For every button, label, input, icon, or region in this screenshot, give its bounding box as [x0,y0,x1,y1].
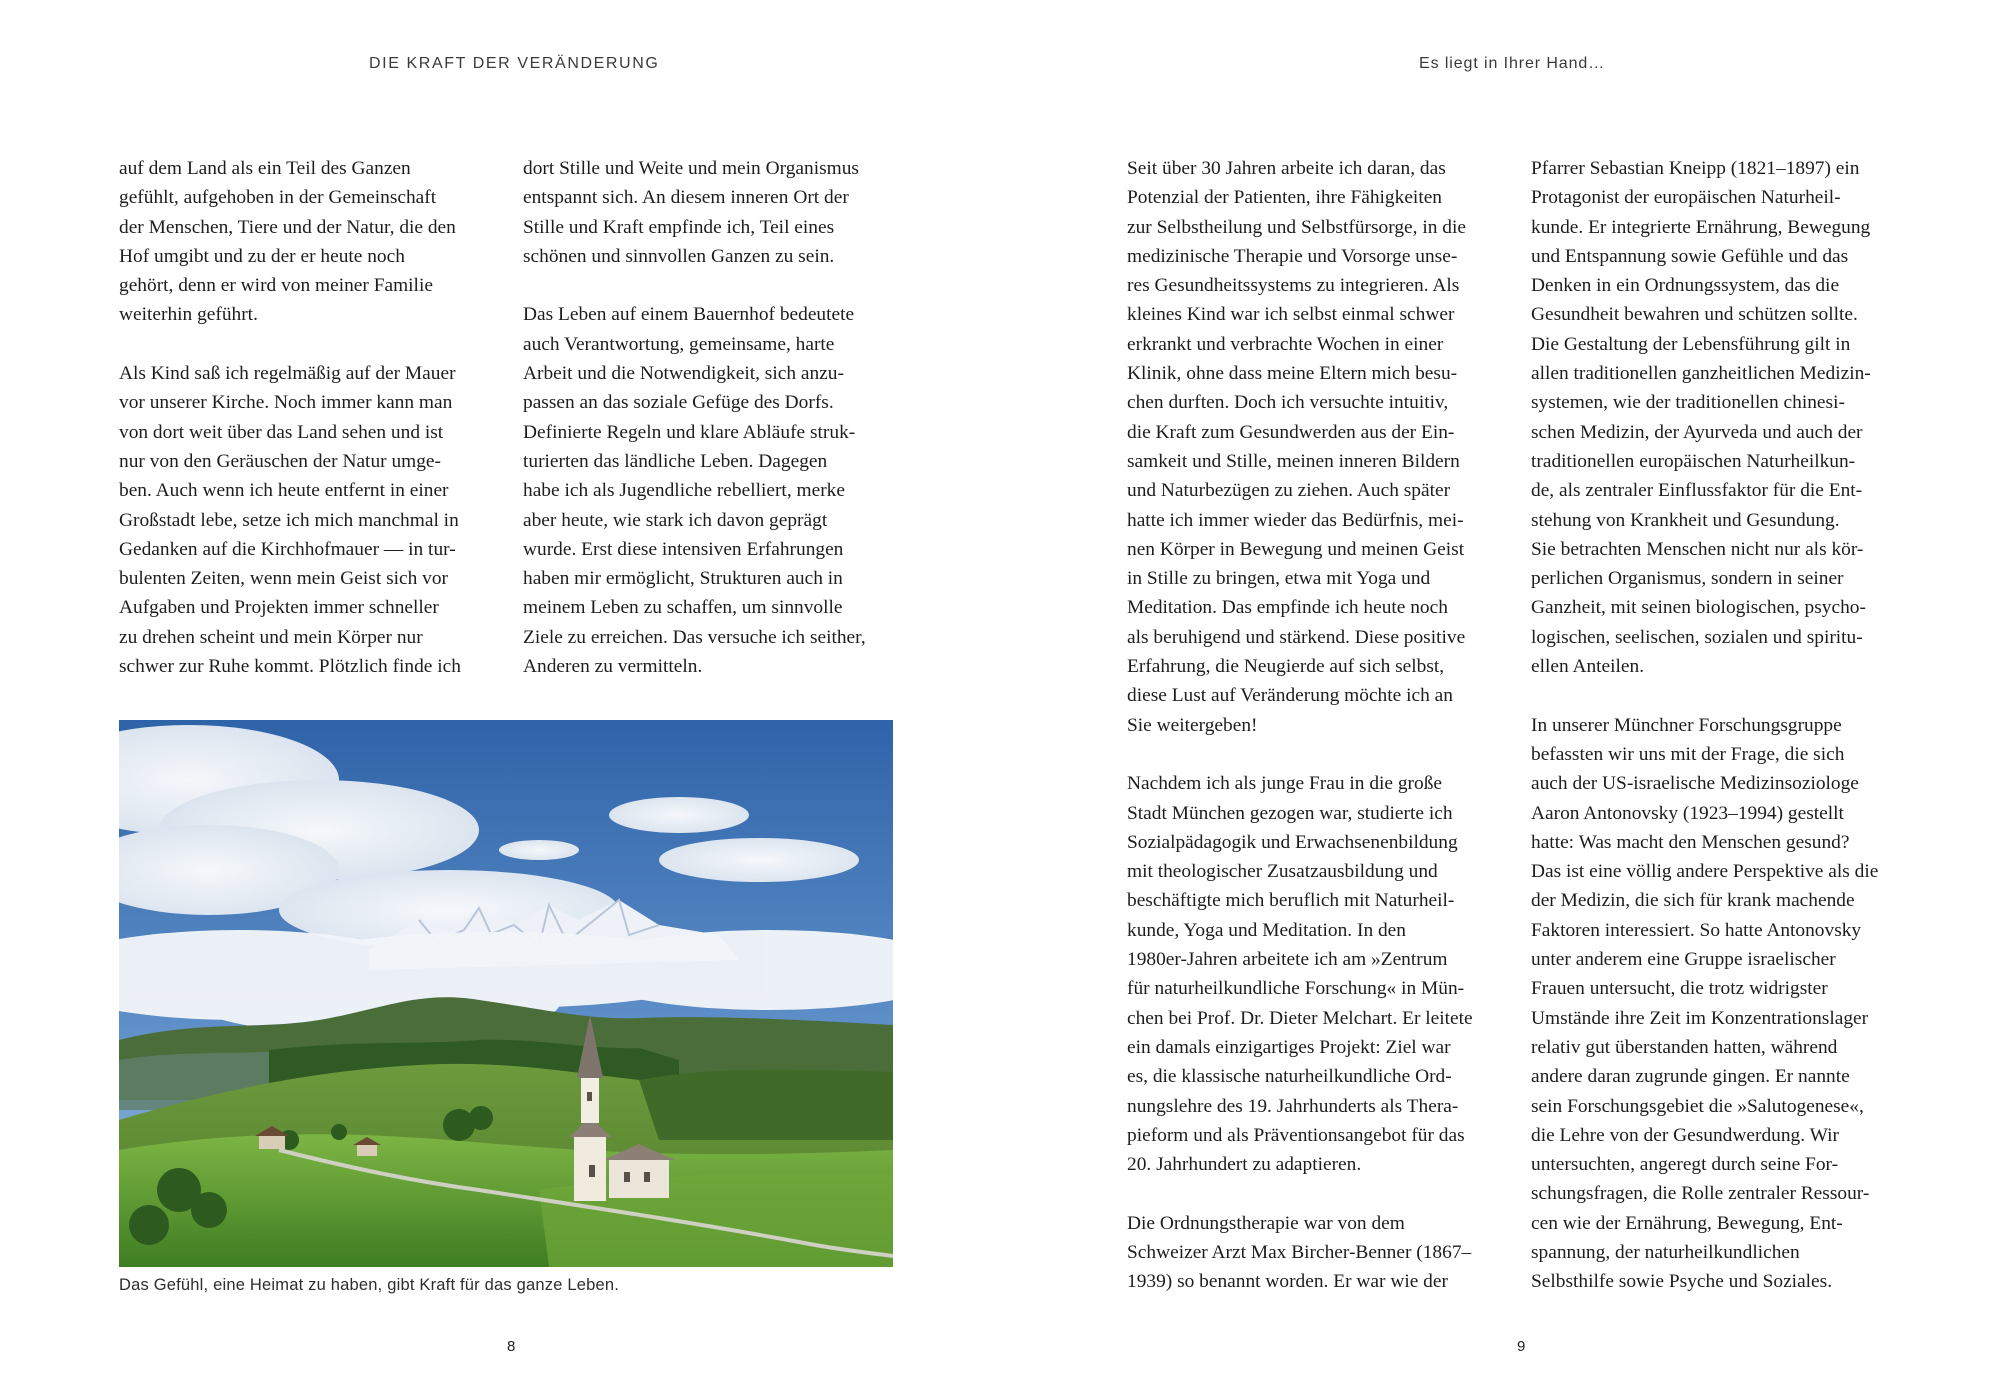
text-line: es, die klassische naturheilkundliche Ord- [1127,1066,1452,1088]
text-line: Hof umgibt und zu der er heute noch [119,245,405,267]
text-line: Nachdem ich als junge Frau in die große [1127,773,1443,795]
text-line: schen Medizin, der Ayurveda und auch der [1531,421,1863,443]
left-page [0,0,1003,1387]
text-line: und Entspannung sowie Gefühle und das [1531,245,1849,267]
left-column-1 [119,154,491,681]
text-line: kunde, Yoga und Meditation. In den [1127,919,1406,941]
left-column-2 [523,154,895,681]
text-line: turierten das ländliche Leben. Dagegen [523,450,828,472]
text-line: Umstände ihre Zeit im Konzentrationslager [1531,1007,1869,1029]
text-line: Seit über 30 Jahren arbeite ich daran, das [1127,158,1446,179]
page-number-right: 9 [1517,1338,1526,1355]
text-line: vor unserer Kirche. Noch immer kann man [119,392,453,414]
paragraph [1531,711,1903,1297]
text-line: systemen, wie der traditionellen chinesi- [1531,392,1845,414]
text-line: kunde. Er integrierte Ernährung, Bewegung [1531,216,1871,238]
right-column-2 [1531,154,1903,1297]
text-line: sein Forschungsgebiet die »Salutogenese«, [1531,1095,1864,1117]
text-line: hatte ich immer wieder das Bedürfnis, mei- [1127,509,1464,531]
text-line: Gesundheit bewahren und schützen sollte. [1531,304,1858,326]
text-line: traditionellen europäischen Naturheilkun- [1531,450,1856,472]
photo-caption: Das Gefühl, eine Heimat zu haben, gibt Kraft für das ganze Leben. [119,1276,620,1294]
text-line: Ziele zu erreichen. Das versuche ich seither, [523,626,866,648]
text-line: Das Leben auf einem Bauernhof bedeutete [523,304,855,326]
text-line: die Lehre von der Gesundwerdung. Wir [1531,1124,1839,1146]
text-line: nur von den Geräuschen der Natur umge- [119,450,441,472]
right-page [1003,0,2007,1387]
text-line: Die Ordnungstherapie war von dem [1127,1212,1405,1234]
text-line: Großstadt lebe, setze ich mich manchmal in [119,509,459,531]
text-line: die Kraft zum Gesundwerden aus der Ein- [1127,421,1455,443]
text-line: cen wie der Ernährung, Bewegung, Ent- [1531,1212,1843,1234]
paragraph [1127,154,1499,740]
text-line: in Stille zu bringen, etwa mit Yoga und [1127,568,1431,590]
landscape-photo [119,720,893,1267]
text-line: chen bei Prof. Dr. Dieter Melchart. Er leitete [1127,1007,1473,1029]
text-line: gehört, denn er wird von meiner Familie [119,275,433,297]
text-line: schungsfragen, die Rolle zentraler Ressour- [1531,1183,1870,1205]
text-line: Gedanken auf die Kirchhofmauer — in tur- [119,538,456,560]
text-line: untersuchten, angeregt durch seine For- [1531,1154,1839,1176]
paragraph [119,154,491,330]
text-line: Klinik, ohne dass meine Eltern mich besu- [1127,363,1458,385]
text-line: und Naturbezügen zu ziehen. Auch später [1127,480,1451,502]
text-line: Denken in ein Ordnungssystem, das die [1531,275,1840,297]
text-line: Sie weitergeben! [1127,714,1258,736]
text-line: Sie betrachten Menschen nicht nur als kör- [1531,538,1864,560]
church-landscape-illustration [119,720,893,1267]
text-line: logischen, seelischen, sozialen und spiritu- [1531,626,1863,648]
paragraph [523,154,895,271]
text-line: Das ist eine völlig andere Perspektive als die [1531,861,1879,883]
paragraph [119,359,491,681]
text-line: medizinische Therapie und Vorsorge unse- [1127,245,1458,267]
text-line: Die Gestaltung der Lebensführung gilt in [1531,333,1851,355]
text-line: samkeit und Stille, meinen inneren Bildern [1127,450,1460,472]
text-line: aber heute, wie stark ich davon geprägt [523,509,828,531]
text-line: andere daran zugrunde gingen. Er nannte [1531,1066,1850,1088]
paragraph [523,300,895,681]
page-number-left: 8 [507,1338,516,1355]
text-line: auch Verantwortung, gemeinsame, harte [523,333,835,355]
text-line: Definierte Regeln und klare Abläufe struk- [523,421,856,443]
text-line: hatte: Was macht den Menschen gesund? [1531,831,1850,853]
text-line: erkrankt und verbrachte Wochen in einer [1127,333,1444,355]
text-line: Protagonist der europäischen Naturheil- [1531,187,1841,209]
text-line: 20. Jahrhundert zu adaptieren. [1127,1154,1362,1176]
text-line: als beruhigend und stärkend. Diese positive [1127,626,1466,648]
text-line: Potenzial der Patienten, ihre Fähigkeiten [1127,187,1443,209]
text-line: entspannt sich. An diesem inneren Ort der [523,187,849,209]
text-line: schwer zur Ruhe kommt. Plötzlich finde ich [119,656,461,678]
text-line: befassten wir uns mit der Frage, die sich [1531,743,1845,765]
text-line: 1939) so benannt worden. Er war wie der [1127,1271,1448,1293]
paragraph [1531,154,1903,681]
right-column-1 [1127,154,1499,1297]
text-line: bulenten Zeiten, wenn mein Geist sich vor [119,568,449,590]
text-line: res Gesundheitssystems zu integrieren. Als [1127,275,1460,297]
text-line: Aaron Antonovsky (1923–1994) gestellt [1531,802,1844,824]
text-line: Sozialpädagogik und Erwachsenenbildung [1127,831,1458,853]
text-line: passen an das soziale Gefüge des Dorfs. [523,392,834,414]
paragraph [1127,769,1499,1179]
text-line: auf dem Land als ein Teil des Ganzen [119,158,411,179]
text-line: diese Lust auf Veränderung möchte ich an [1127,685,1453,707]
text-line: perlichen Organismus, sondern in seiner [1531,568,1844,590]
text-line: ben. Auch wenn ich heute entfernt in einer [119,480,449,502]
paragraph [1127,1209,1499,1297]
text-line: spannung, der naturheilkundlichen [1531,1241,1800,1263]
text-line: zur Selbstheilung und Selbstfürsorge, in die [1127,216,1466,238]
running-head-right: Es liegt in Ihrer Hand… [1419,55,1606,72]
running-head-left: DIE KRAFT DER VERÄNDERUNG [369,55,660,72]
text-line: Schweizer Arzt Max Bircher-Benner (1867– [1127,1241,1472,1263]
text-line: der Menschen, Tiere und der Natur, die den [119,216,456,238]
text-line: ellen Anteilen. [1531,656,1645,678]
text-line: beschäftigte mich beruflich mit Naturheil- [1127,890,1455,912]
text-line: von dort weit über das Land sehen und ist [119,421,444,443]
text-line: haben mir ermöglicht, Strukturen auch in [523,568,843,590]
text-line: habe ich als Jugendliche rebelliert, merke [523,480,845,502]
text-line: weiterhin geführt. [119,304,258,326]
text-line: mit theologischer Zusatzausbildung und [1127,861,1438,883]
text-line: Selbsthilfe sowie Psyche und Soziales. [1531,1271,1833,1293]
text-line: chen durften. Doch ich versuchte intuitiv, [1127,392,1449,414]
text-line: Faktoren interessiert. So hatte Antonovsky [1531,919,1862,941]
text-line: dort Stille und Weite und mein Organismus [523,158,859,179]
text-line: In unserer Münchner Forschungsgruppe [1531,714,1842,736]
text-line: wurde. Erst diese intensiven Erfahrungen [523,538,844,560]
text-line: nungslehre des 19. Jahrhunderts als Thera- [1127,1095,1459,1117]
text-line: auch der US-israelische Medizinsoziologe [1531,773,1859,795]
text-line: Ganzheit, mit seinen biologischen, psycho- [1531,597,1866,619]
text-line: nen Körper in Bewegung und meinen Geist [1127,538,1465,560]
text-line: kleines Kind war ich selbst einmal schwer [1127,304,1455,326]
text-line: Frauen untersucht, die trotz widrigster [1531,978,1828,1000]
text-line: unter anderem eine Gruppe israelischer [1531,949,1836,971]
text-line: ein damals einzigartiges Projekt: Ziel war [1127,1036,1451,1058]
text-line: meinem Leben zu schaffen, um sinnvolle [523,597,843,619]
text-line: Meditation. Das empfinde ich heute noch [1127,597,1448,619]
text-line: Als Kind saß ich regelmäßig auf der Mauer [119,363,456,385]
text-line: Pfarrer Sebastian Kneipp (1821–1897) ein [1531,158,1860,179]
text-line: pieform und als Präventionsangebot für das [1127,1124,1465,1146]
text-line: Anderen zu vermitteln. [523,656,703,678]
text-line: für naturheilkundliche Forschung« in Mün- [1127,978,1465,1000]
text-line: Erfahrung, die Neugierde auf sich selbst, [1127,656,1445,678]
text-line: der Medizin, die sich für krank machende [1531,890,1855,912]
text-line: stehung von Krankheit und Gesundung. [1531,509,1840,531]
text-line: gefühlt, aufgehoben in der Gemeinschaft [119,187,437,209]
text-line: 1980er-Jahren arbeitete ich am »Zentrum [1127,949,1448,971]
text-line: Arbeit und die Notwendigkeit, sich anzu- [523,363,844,385]
text-line: zu drehen scheint und mein Körper nur [119,626,423,648]
text-line: schönen und sinnvollen Ganzen zu sein. [523,245,835,267]
text-line: allen traditionellen ganzheitlichen Medizin- [1531,363,1871,385]
text-line: Stadt München gezogen war, studierte ich [1127,802,1453,824]
text-line: de, als zentraler Einflussfaktor für die Ent- [1531,480,1863,502]
text-line: Stille und Kraft empfinde ich, Teil eines [523,216,835,238]
text-line: relativ gut überstanden hatten, während [1531,1036,1838,1058]
text-line: Aufgaben und Projekten immer schneller [119,597,439,619]
